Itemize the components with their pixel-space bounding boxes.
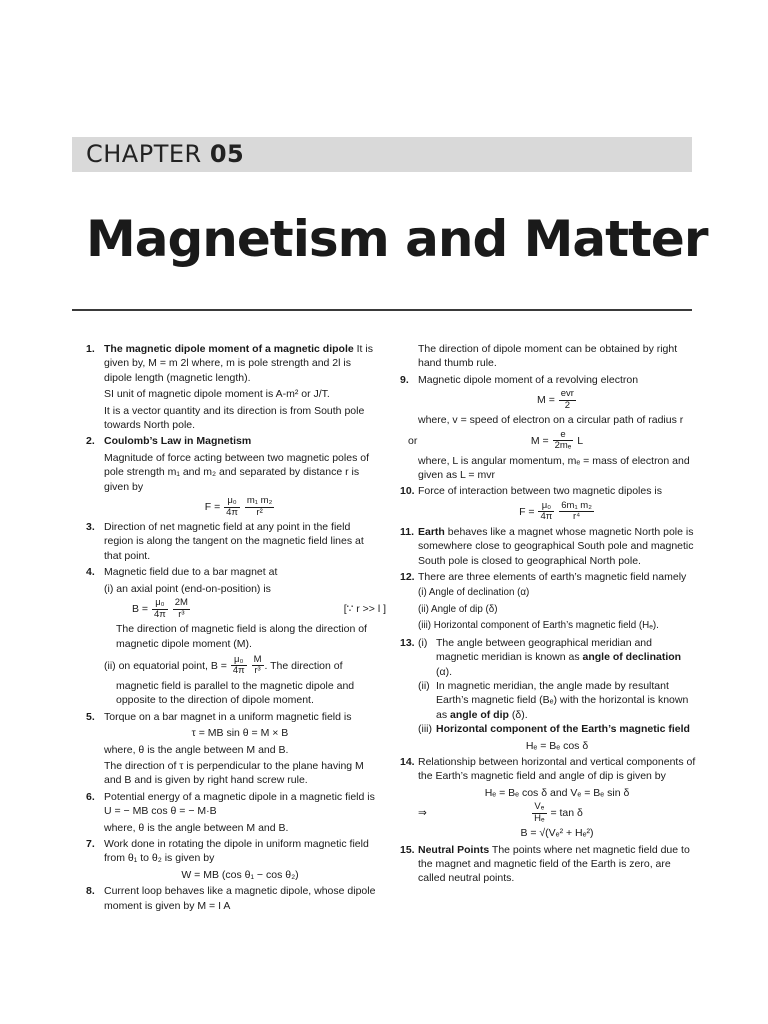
item-text: magnetic field is parallel to the magnetic dipole and opposite to the direction of dipole moment. — [116, 679, 355, 707]
numerator: μ₀ — [538, 501, 554, 513]
item-number: 10. — [400, 485, 415, 498]
chapter-label — [86, 140, 244, 168]
item-text: Direction of net magnetic field at any point in the field region is along the tangent on the magnetic field lines at that point. — [104, 521, 364, 562]
denominator: 2mₑ — [554, 440, 572, 452]
item-text: behaves like a magnet whose magnetic North pole is somewhere close to geographical South pole and magnetic South pole is closed to geographical North pole. — [418, 525, 694, 567]
list-item — [400, 342, 696, 371]
denominator: r⁴ — [572, 511, 581, 523]
item-text: It is a vector quantity and its direction is from South pole towards North pole. — [104, 404, 365, 432]
item-number: 7. — [86, 837, 95, 850]
list-item — [400, 843, 696, 886]
equation: Hₑ = Bₑ cos δ — [525, 739, 589, 752]
eq-text: M = — [530, 434, 549, 447]
sub-item: (ii) Angle of dip (δ) — [418, 603, 498, 615]
item-text: Magnitude of force acting between two magnetic poles of pole strength m₁ and m₂ and separated by distance r is given by — [104, 451, 369, 493]
fraction — [553, 430, 574, 452]
numerator: 6m₁ m₂ — [561, 499, 592, 511]
item-heading: angle of dip — [450, 708, 509, 721]
equation — [418, 501, 696, 523]
numerator: Vₑ — [532, 802, 546, 814]
right-column — [400, 342, 696, 888]
item-number: 9. — [400, 373, 409, 386]
fraction — [173, 598, 190, 620]
list-item — [86, 837, 376, 882]
eq-text: = tan δ — [550, 806, 583, 819]
item-text: (δ). — [508, 708, 528, 721]
page-title: Magnetism and Matter — [86, 210, 708, 268]
item-text: Magnetic dipole moment of a revolving electron — [418, 373, 639, 386]
numerator: 2M — [174, 597, 188, 609]
numerator: M — [253, 653, 262, 665]
sub-label: (i) — [418, 636, 428, 649]
fraction — [532, 802, 546, 824]
item-number: 5. — [86, 710, 95, 723]
numerator: evr — [560, 388, 574, 400]
item-text: It is given by, M = m 2l where, m is pole strength and 2l is dipole length (magnetic length). — [104, 343, 373, 384]
item-text: Magnetic field due to a bar magnet at — [104, 566, 278, 579]
eq-text: M = — [537, 394, 555, 406]
item-number: 15. — [400, 843, 415, 856]
item-heading: Horizontal component of the Earth’s magnetic field — [436, 723, 690, 736]
equation — [104, 655, 376, 677]
denominator: 4π — [540, 511, 553, 523]
item-text: Torque on a bar magnet in a uniform magnetic field is — [104, 710, 352, 723]
sub-label: (ii) — [104, 659, 116, 672]
list-item — [86, 884, 376, 913]
eq-text: F = — [519, 505, 535, 518]
list-item — [86, 434, 376, 518]
denominator: 4π — [153, 608, 166, 620]
denominator: r² — [256, 506, 263, 518]
equation — [408, 428, 696, 452]
item-heading: Earth — [418, 525, 445, 538]
item-text: where, θ is the angle between M and B. — [104, 821, 289, 834]
list-item — [86, 710, 376, 788]
item-heading: Neutral Points — [418, 843, 490, 856]
left-column — [86, 342, 386, 915]
item-text: (α). — [436, 665, 452, 678]
numerator: μ₀ — [231, 655, 247, 667]
eq-text: F = — [204, 500, 221, 513]
title-rule — [72, 309, 692, 311]
equation — [418, 389, 696, 411]
item-number: 14. — [400, 755, 415, 768]
item-text: Work done in rotating the dipole in uniform magnetic field from θ₁ to θ₂ is given by — [104, 837, 369, 865]
item-text: where, L is angular momentum, mₑ = mass of electron and given as L = mvr — [418, 454, 690, 482]
fraction — [252, 655, 264, 677]
item-text: The angle between geographical meridian and magnetic meridian is known as — [436, 636, 652, 664]
sub-label: (ii) — [418, 679, 430, 692]
denominator: r³ — [178, 608, 185, 620]
list-item — [400, 636, 696, 753]
item-text: Relationship between horizontal and vertical components of the Earth’s magnetic field and angle of dip is given by — [418, 755, 696, 783]
denominator: 2 — [564, 399, 570, 411]
item-text: where, θ is the angle between M and B. — [104, 743, 289, 756]
item-number: 11. — [400, 525, 415, 538]
list-item — [86, 342, 376, 432]
equation — [418, 802, 696, 824]
implies-icon: ⇒ — [418, 807, 427, 820]
item-text: where, v = speed of electron on a circular path of radius r — [418, 414, 684, 427]
item-text: There are three elements of earth’s magnetic field namely — [418, 571, 687, 584]
item-heading: The magnetic dipole moment of a magnetic dipole — [104, 343, 354, 355]
denominator: r³ — [254, 665, 261, 677]
fraction — [559, 501, 594, 523]
fraction — [152, 598, 168, 620]
list-item — [86, 790, 376, 835]
item-number: 6. — [86, 790, 95, 803]
fraction — [231, 655, 247, 677]
list-item — [400, 525, 696, 568]
fraction — [538, 501, 554, 523]
chapter-band — [72, 137, 692, 172]
fraction — [224, 496, 240, 518]
eq-condition: [∵ r >> l ] — [343, 603, 386, 616]
numerator: μ₀ — [224, 496, 240, 508]
item-number: 2. — [86, 435, 95, 448]
equation — [104, 496, 376, 518]
chapter-prefix: CHAPTER — [86, 140, 202, 168]
denominator: Hₑ — [534, 812, 545, 824]
list-item — [86, 520, 376, 563]
item-text: Force of interaction between two magnetic dipoles is — [418, 485, 662, 498]
item-number: 3. — [86, 521, 95, 534]
eq-text: . The direction of — [264, 659, 343, 672]
equation: Hₑ = Bₑ cos δ and Vₑ = Bₑ sin δ — [484, 786, 630, 799]
list-item — [400, 373, 696, 483]
sub-item — [418, 722, 696, 736]
item-number: 13. — [400, 636, 415, 649]
fraction — [245, 496, 274, 518]
item-number: 8. — [86, 885, 95, 898]
item-text: The direction of magnetic field is along the direction of magnetic dipole moment (M). — [116, 623, 367, 650]
eq-text: B = — [132, 602, 149, 615]
sub-item — [418, 636, 696, 679]
item-text: Potential energy of a magnetic dipole in a magnetic field is U = − MB cos θ = − M·B — [104, 790, 375, 818]
list-item — [400, 755, 696, 841]
equation: W = MB (cos θ₁ − cos θ₂) — [181, 868, 299, 881]
item-text: Current loop behaves like a magnetic dipole, whose dipole moment is given by M = I A — [104, 885, 376, 912]
item-number: 12. — [400, 571, 415, 584]
item-text: In magnetic meridian, the angle made by resultant Earth’s magnetic field (Bₑ) with the horizontal is known as — [436, 679, 689, 721]
item-text: The points where net magnetic field due to the magnet and magnetic field of the Earth is zero, are called neutral points. — [418, 843, 690, 885]
item-heading: angle of declination — [582, 651, 682, 664]
eq-text: L — [577, 434, 584, 447]
item-text: The direction of dipole moment can be obtained by right hand thumb rule. — [418, 343, 678, 370]
list-item — [400, 484, 696, 522]
item-number: 1. — [86, 343, 95, 355]
item-text: The direction of τ is perpendicular to the plane having M and B and is given by right hand screw rule. — [104, 759, 364, 787]
fraction — [559, 389, 576, 411]
denominator: 4π — [232, 665, 245, 677]
item-heading: Coulomb’s Law in Magnetism — [104, 435, 252, 448]
sub-item: (iii) Horizontal component of Earth’s magnetic field (Hₑ). — [418, 620, 659, 632]
denominator: 4π — [226, 506, 238, 518]
item-text: SI unit of magnetic dipole moment is A-m² or J/T. — [104, 388, 330, 401]
list-item — [86, 565, 386, 707]
eq-text: or — [408, 434, 418, 447]
list-item — [400, 570, 696, 634]
item-text: (i) an axial point (end-on-position) is — [104, 582, 271, 595]
chapter-number: 05 — [209, 140, 245, 168]
equation: τ = MB sin θ = M × B — [191, 727, 289, 740]
sub-item — [418, 679, 696, 722]
numerator: m₁ m₂ — [246, 495, 273, 507]
numerator: μ₀ — [152, 598, 168, 610]
item-number: 4. — [86, 566, 95, 579]
equation — [104, 597, 386, 620]
numerator: e — [553, 430, 574, 442]
equation: B = √(Vₑ² + Hₑ²) — [520, 827, 594, 840]
sub-label: (iii) — [418, 723, 432, 736]
sub-item: (i) Angle of declination (α) — [418, 587, 530, 599]
eq-text: on equatorial point, B = — [118, 659, 227, 672]
